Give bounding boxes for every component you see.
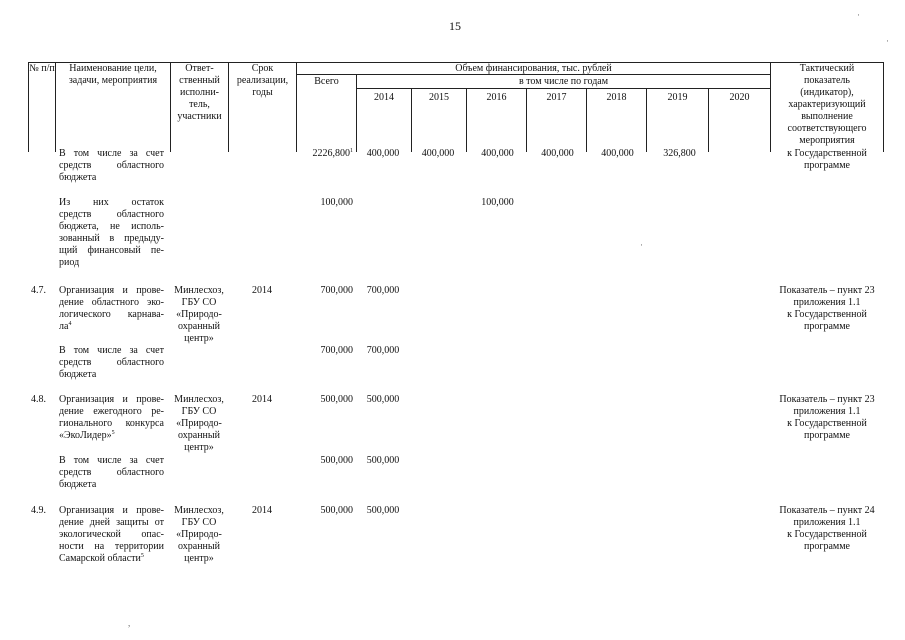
header-funding: Объем финансирования, тыс. рублей: [455, 63, 612, 74]
row-name: [59, 148, 164, 184]
row-name: [59, 455, 164, 491]
text-line: к Государственной: [787, 418, 867, 429]
text-line: дение дней защиты от: [59, 517, 164, 528]
text-line: приложения 1.1: [793, 297, 861, 308]
text-line: исполни-: [179, 87, 220, 98]
row-year-value: 500,000: [366, 505, 400, 516]
text-line: программе: [804, 541, 850, 552]
text-line: Организация и прове-: [59, 285, 164, 296]
text-line: средств областного: [59, 209, 164, 220]
header-year-2014: 2014: [374, 92, 394, 103]
row-number: 4.9.: [31, 505, 46, 516]
row-indicator: [771, 285, 883, 333]
row-year-value: 700,000: [366, 345, 400, 356]
footnote-mark: 5: [111, 430, 115, 436]
text-line: Минлесхоз,: [174, 285, 224, 296]
footnote-mark: 4: [68, 321, 72, 327]
row-responsible: [170, 285, 228, 345]
text-line: «Природо-: [176, 529, 222, 540]
row-name: [59, 197, 164, 269]
row-indicator: [771, 394, 883, 442]
row-year-value: 400,000: [601, 148, 634, 159]
row-name: [59, 505, 164, 565]
text-line: центр»: [184, 442, 214, 453]
scan-mark: ·: [857, 10, 860, 20]
text-line: мероприятия: [799, 135, 855, 146]
row-total: 700,000: [320, 285, 353, 296]
text-line: программе: [804, 160, 850, 171]
text-line: программе: [804, 430, 850, 441]
row-term: 2014: [252, 285, 272, 296]
text-line: охранный: [178, 321, 220, 332]
text-line: соответствующего: [787, 123, 867, 134]
text-line: тель,: [189, 99, 210, 110]
header-name: Наименование цели, задачи, мероприятия: [68, 63, 158, 86]
row-term: 2014: [252, 394, 272, 405]
text-line: характеризующий: [788, 99, 866, 110]
row-total: 500,000: [320, 455, 353, 466]
row-name: [59, 394, 164, 442]
header-year-2018: 2018: [606, 92, 627, 103]
header-year-2019: 2019: [667, 92, 688, 103]
scan-mark: ,: [128, 618, 131, 628]
text-line: логического карнава-: [59, 309, 164, 320]
text-line: Срок: [251, 63, 274, 74]
text-line: Тактический: [799, 63, 855, 74]
text-line: ности на территории: [59, 541, 164, 552]
text-line: средств областного: [59, 357, 164, 368]
header-number: № п/п: [29, 63, 55, 74]
text-line: Минлесхоз,: [174, 394, 224, 405]
row-responsible: [170, 394, 228, 454]
text-line: Из них остаток: [59, 197, 164, 208]
row-term: 2014: [252, 505, 272, 516]
row-name: [59, 285, 164, 333]
text-line: Организация и прове-: [59, 505, 164, 516]
row-year-value: 400,000: [421, 148, 455, 159]
row-responsible: [170, 505, 228, 565]
text-line: зованный в предыду-: [59, 233, 164, 244]
row-total: 700,000: [320, 345, 353, 356]
text-line: программе: [804, 321, 850, 332]
scan-mark: ·: [886, 36, 889, 46]
text-line: к Государственной: [787, 309, 867, 320]
text-line: Организация и прове-: [59, 394, 164, 405]
header-year-2020: 2020: [729, 92, 750, 103]
text-line: «Природо-: [176, 309, 222, 320]
text-line: к Государственной: [787, 148, 867, 159]
text-line: охранный: [178, 430, 220, 441]
row-total: 500,000: [320, 505, 353, 516]
text-line: ГБУ СО: [181, 406, 217, 417]
text-line: ГБУ СО: [181, 297, 217, 308]
text-line: средств областного: [59, 467, 164, 478]
text-line: В том числе за счет: [59, 455, 164, 466]
text-line: бюджета: [59, 369, 97, 380]
row-number: 4.7.: [31, 285, 46, 296]
header-term: [229, 63, 296, 99]
text-line: Минлесхоз,: [174, 505, 224, 516]
row-number: 4.8.: [31, 394, 46, 405]
text-line: участники: [177, 111, 222, 122]
text-line: бюджета, не исполь-: [59, 221, 164, 232]
header-by-year: в том числе по годам: [518, 76, 609, 87]
text-line: дение областного эко-: [59, 297, 164, 308]
text-line: щий финансовый пе-: [59, 245, 164, 256]
text-line: Показатель – пункт 23: [779, 285, 875, 296]
header-total: Всего: [314, 76, 339, 87]
row-indicator: [771, 148, 883, 172]
header-year-2015: 2015: [429, 92, 449, 103]
footnote-mark: 1: [350, 148, 353, 154]
text-line: годы: [252, 87, 273, 98]
text-line: гионального конкурса: [59, 418, 164, 429]
text-line: ственный: [179, 75, 220, 86]
text-line: к Государственной: [787, 529, 867, 540]
row-year-value: 100,000: [481, 197, 514, 208]
text-line: Показатель – пункт 23: [779, 394, 875, 405]
text-line: центр»: [184, 553, 214, 564]
text-line: реализации,: [236, 75, 289, 86]
text-line: бюджета: [59, 172, 97, 183]
row-year-value: 400,000: [366, 148, 400, 159]
row-year-value: 326,800: [663, 148, 696, 159]
row-name: [59, 345, 164, 381]
header-year-2017: 2017: [546, 92, 567, 103]
footnote-mark: 5: [140, 553, 144, 559]
text-line: центр»: [184, 333, 214, 344]
row-year-value: 500,000: [366, 394, 400, 405]
text-line: ГБУ СО: [181, 517, 217, 528]
text-line: бюджета: [59, 479, 97, 490]
text-line: $ла^4$: [59, 321, 72, 332]
page-number: 15: [449, 19, 461, 33]
text-line: приложения 1.1: [793, 406, 861, 417]
row-year-value: 400,000: [541, 148, 574, 159]
header-indicator: [771, 63, 883, 147]
row-total: 100,000: [320, 197, 353, 208]
text-line: В том числе за счет: [59, 345, 164, 356]
text-line: показатель: [804, 75, 850, 86]
text-line: Показатель – пункт 24: [779, 505, 875, 516]
row-indicator: [771, 505, 883, 553]
row-year-value: 700,000: [366, 285, 400, 296]
text-line: «Природо-: [176, 418, 222, 429]
row-total: 500,000: [320, 394, 353, 405]
text-line: риод: [59, 257, 80, 268]
text-line: дение ежегодного ре-: [59, 406, 164, 417]
text-line: приложения 1.1: [793, 517, 861, 528]
text-line: экологической опас-: [59, 529, 164, 540]
text-line: (индикатор),: [800, 87, 854, 98]
text-line: Ответ-: [185, 63, 214, 74]
text-line: В том числе за счет: [59, 148, 164, 159]
header-year-2016: 2016: [486, 92, 507, 103]
text-line: «ЭкоЛидер»$^5$: [59, 430, 115, 441]
row-total: 2226,800$^1$: [312, 148, 353, 159]
row-year-value: 500,000: [366, 455, 400, 466]
header-responsible: [171, 63, 228, 123]
text-line: выполнение: [801, 111, 853, 122]
text-line: средств областного: [59, 160, 164, 171]
row-year-value: 400,000: [481, 148, 514, 159]
text-line: охранный: [178, 541, 220, 552]
table-header: [28, 62, 884, 152]
scan-mark: ·: [640, 240, 643, 250]
text-line: Самарской области$^5$: [59, 553, 144, 564]
